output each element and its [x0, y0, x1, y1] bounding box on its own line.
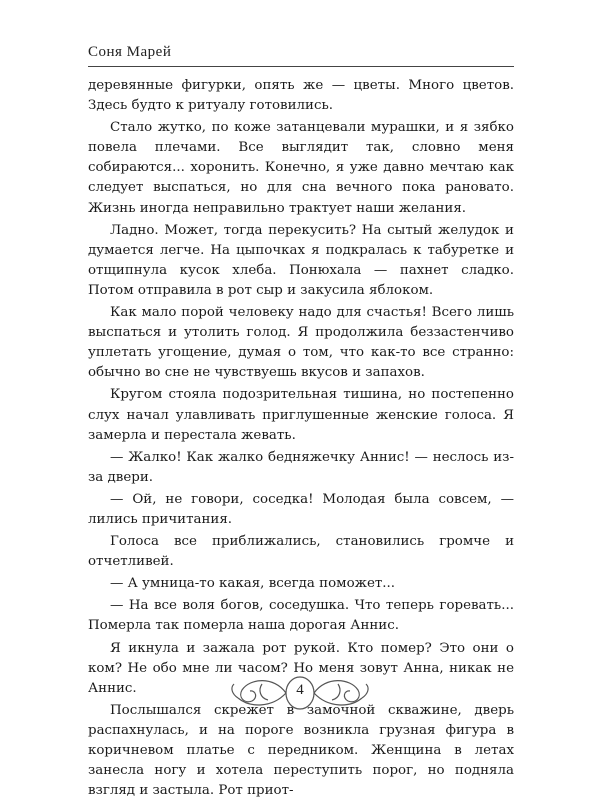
- paragraph: Ладно. Может, тогда перекусить? На сытый желудок и думается легче. На цыпочках я подкралась к табуретке и отщипнула кусок хлеба. Понюхала — пахнет сладко. Потом отправила в рот сыр и закусила яблоком.: [88, 222, 514, 298]
- page-number-ornament: [228, 670, 372, 716]
- paragraph: Голоса все приближались, становились громче и отчетливей.: [88, 534, 514, 570]
- paragraph: деревянные фигурки, опять же — цветы. Много цветов. Здесь будто к ритуалу готовились.: [88, 78, 514, 114]
- paragraph: — Жалко! Как жалко бедняжечку Аннис! — неслось из-за двери.: [88, 449, 514, 485]
- paragraph: Стало жутко, по коже затанцевали мурашки, и я зябко повела плечами. Все выглядит так, словно меня собираются... хоронить. Конечно, я уже давно мечтаю как следует выспаться, но для сна вечного пока рановато. Жизнь иногда неправильно трактует наши желания.: [88, 120, 514, 216]
- page-number: 4: [296, 682, 304, 698]
- header-rule: [88, 66, 514, 67]
- paragraph: Послышался скрежет в замочной скважине, дверь распахнулась, и на пороге возникла грузная фигура в коричневом платье с передником. Женщина в летах занесла ногу и хотела переступить порог, но подняла взгляд и застыла. Рот приот-: [88, 702, 514, 799]
- paragraph: Я икнула и зажала рот рукой. Кто помер? Это они о ком? Не обо мне ли часом? Но меня зовут Анна, никак не Аннис.: [88, 640, 514, 696]
- paragraph: Как мало порой человеку надо для счастья! Всего лишь выспаться и утолить голод. Я продолжила беззастенчиво уплетать угощение, думая о том, что как-то все странно: обычно во сне не чувствуешь вкусов и запахов.: [88, 305, 514, 381]
- paragraph: Кругом стояла подозрительная тишина, но постепенно слух начал улавливать приглушенные женские голоса. Я замерла и перестала жевать.: [88, 387, 514, 443]
- running-head-author: Соня Марей: [88, 44, 172, 60]
- paragraph: — На все воля богов, соседушка. Что теперь горевать... Померла так померла наша дорогая Аннис.: [88, 598, 514, 634]
- paragraph: — А умница-то какая, всегда поможет...: [110, 576, 396, 592]
- paragraph: — Ой, не говори, соседка! Молодая была совсем, — лились причитания.: [88, 491, 514, 527]
